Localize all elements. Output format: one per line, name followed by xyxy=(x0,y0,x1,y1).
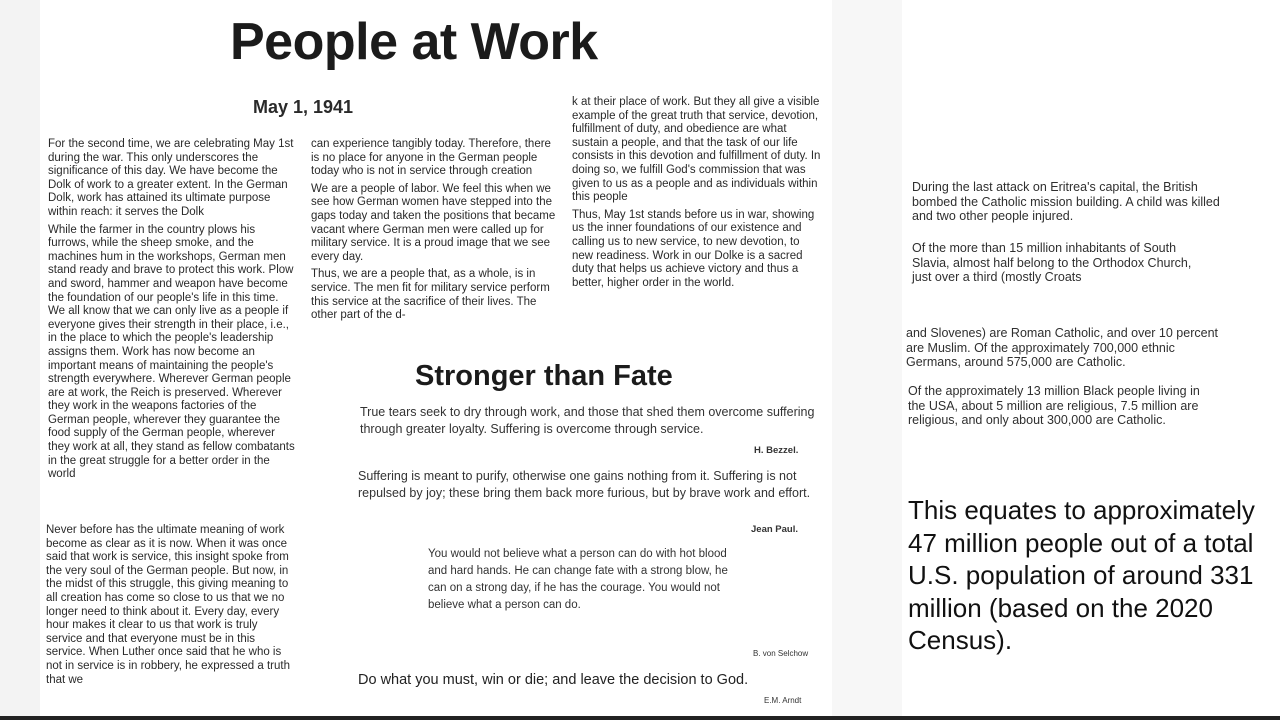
quote-arndt: Do what you must, win or die; and leave the decision to God. xyxy=(358,672,749,688)
paragraph: Never before has the ultimate meaning of work become as clear as it is now. When it was once said that work is service, this insight spoke from the very soul of the German people. But now, in the midst of this struggle, this giving meaning to all creation has come so close to us that we no longer need to think about it. Every day, every hour makes it clear to us that work is truly service and that everyone must be in this service. When Luther once said that he who is not in service is in robbery, he expressed a truth that we xyxy=(46,524,290,686)
quote-attribution: H. Bezzel. xyxy=(754,445,799,456)
paragraph: can experience tangibly today. Therefore, there is no place for anyone in the German people today who is not in service through creation xyxy=(311,138,551,178)
bottom-border xyxy=(0,716,1280,720)
quote-attribution: Jean Paul. xyxy=(751,524,798,535)
page-title: People at Work xyxy=(230,13,598,71)
quote-jean-paul: Suffering is meant to purify, otherwise one gains nothing from it. Suffering is not repulsed by joy; these bring them back more furious, but by brave work and effort. xyxy=(358,469,811,500)
quote-bezzel: True tears seek to dry through work, and those that shed them overcome suffering through greater loyalty. Suffering is overcome through service. xyxy=(360,405,815,436)
article-column-middle xyxy=(311,138,559,340)
section-heading: Stronger than Fate xyxy=(415,360,673,392)
quote-attribution: E.M. Arndt xyxy=(764,696,802,705)
paragraph: Thus, May 1st stands before us in war, showing us the inner foundations of our existence and calling us to new service, to new devotion, to new readiness. Work in our Dolke is a sacred duty that helps us achieve victory and thus a better, higher order in the world. xyxy=(572,208,815,289)
news-snippet-south-slavia: Of the more than 15 million inhabitants of South Slavia, almost half belong to the Orthodox Church, just over a third (mostly Croats xyxy=(912,241,1192,284)
article-column-right xyxy=(572,96,822,332)
left-margin-strip xyxy=(0,0,40,720)
quote-selchow: You would not believe what a person can do with hot blood and hard hands. He can change fate with a strong blow, he can on a strong day, if he has the courage. You would not believe what a person can do. xyxy=(428,548,728,611)
news-snippet-south-slavia-cont: and Slovenes) are Roman Catholic, and over 10 percent are Muslim. Of the approximately 700,000 ethnic Germans, around 575,000 are Catholic. xyxy=(906,326,1218,369)
news-snippet-eritrea: During the last attack on Eritrea's capital, the British bombed the Catholic mission building. A child was killed and two other people injured. xyxy=(912,180,1220,223)
gutter-strip xyxy=(832,0,902,720)
paragraph: Thus, we are a people that, as a whole, is in service. The men fit for military service perform this service at the sacrifice of their lives. The other part of the d- xyxy=(311,268,550,322)
news-snippet-usa: Of the approximately 13 million Black people living in the USA, about 5 million are religious, 7.5 million are religious, and only about 300,000 are Catholic. xyxy=(908,384,1200,427)
paragraph: For the second time, we are celebrating May 1st during the war. This only underscores the significance of this day. We have become the Dolk of work to a greater extent. In the German Dolk, work has attained its ultimate purpose within reach: it serves the Dolk xyxy=(48,138,294,218)
article-column-left-bottom xyxy=(46,524,296,700)
paragraph: k at their place of work. But they all give a visible example of the great truth that service, devotion, fulfillment of duty, and obedience are what sustain a people, and that the task of our life consists in this devotion and fulfillment of duty. In doing so, we fulfill God's commission that was given to us as a people and as individuals within this people xyxy=(572,96,821,204)
paragraph: We are a people of labor. We feel this when we see how German women have stepped into the gaps today and taken the positions that became vacant where German men were called up for military service. It is a proud image that we see every day. xyxy=(311,182,556,263)
article-column-left xyxy=(48,138,298,504)
annotation-note: This equates to approximately 47 million people out of a total U.S. population of around 331 million (based on the 2020 Census). xyxy=(908,495,1255,655)
paragraph: While the farmer in the country plows his furrows, while the sheep smoke, and the machines hum in the workshops, German men stand ready and brave to protect this work. Plow and sword, hammer and weapon have become the foundation of our people's life in this time. We all know that we can only live as a people if everyone gives their strength in their place, i.e., in the place to which the people's leadership assigns them. Work has now become an important means of maintaining the people's strength everywhere. Wherever German people are at work, the Reich is preserved. Wherever they work in the weapons factories of the German people, wherever they guarantee the food supply of the German people, wherever they work at all, they stand as fellow combatants in the great struggle for a better order in the world xyxy=(48,223,295,481)
quote-attribution: B. von Selchow xyxy=(753,649,809,658)
article-date: May 1, 1941 xyxy=(253,97,354,117)
